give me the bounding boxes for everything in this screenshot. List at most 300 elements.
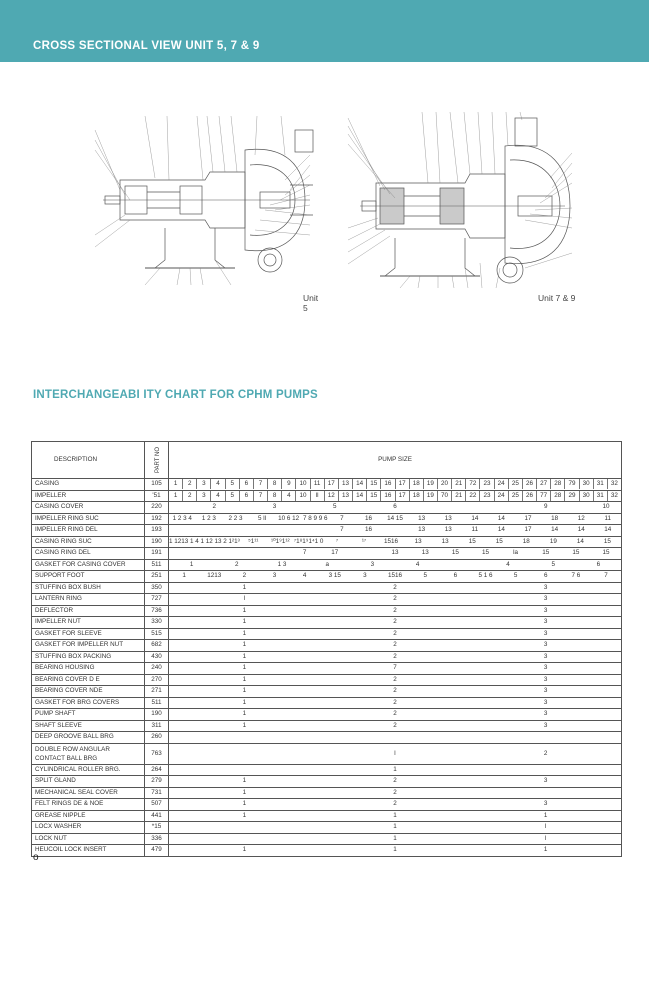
- pump-size-value: 1: [242, 687, 247, 695]
- pump-size-value: 14 15: [387, 514, 403, 522]
- interchangeability-table: [31, 441, 622, 857]
- header-part-no: [145, 442, 169, 479]
- pump-size-value: [169, 822, 320, 832]
- row-part-no: 220: [145, 502, 169, 514]
- pump-size-value: 31: [593, 491, 607, 501]
- pump-size-value: 2: [393, 800, 397, 808]
- pump-size-value: 31: [593, 479, 607, 489]
- table-row: [32, 799, 622, 811]
- pump-size-value: 1 1213 1 4 1 12 13 2 1²1³: [169, 537, 240, 545]
- row-pump-size-values: [169, 822, 622, 834]
- pump-size-value: 2: [242, 572, 247, 580]
- pump-size-value: 2: [393, 652, 397, 660]
- pump-size-value: 23: [479, 491, 493, 501]
- pump-size-value: 2: [393, 675, 397, 683]
- pump-size-value: 1: [242, 629, 247, 637]
- pump-size-value: 17: [331, 549, 339, 557]
- row-part-no: 190: [145, 536, 169, 548]
- table-row: [32, 732, 622, 744]
- pump-size-value: 1: [242, 710, 247, 718]
- row-description: CASING: [32, 479, 145, 491]
- pump-size-value: 19: [423, 491, 437, 501]
- pump-size-value: 1 2 3 4: [172, 514, 192, 522]
- table-row: [32, 709, 622, 721]
- pump-size-value: ⁷1⁸1⁹1⁴1 0: [293, 537, 324, 545]
- row-pump-size-values: [169, 617, 622, 629]
- pump-size-value: 3: [543, 800, 548, 808]
- header-banner: [0, 0, 649, 62]
- pump-size-value: 7 6: [571, 572, 581, 580]
- pump-size-value: 3 15: [328, 572, 341, 580]
- row-pump-size-values: [169, 709, 622, 721]
- pump-size-value: [259, 548, 289, 558]
- row-part-no: 350: [145, 582, 169, 594]
- table-row: [32, 686, 622, 698]
- row-description: CASING RING SUC: [32, 536, 145, 548]
- row-pump-size-values: [169, 810, 622, 822]
- pump-size-value: [501, 502, 531, 512]
- table-row: [32, 743, 622, 764]
- pump-size-value: 1: [393, 834, 397, 842]
- pump-size-value: 2: [393, 641, 397, 649]
- pump-size-value: 15: [366, 491, 380, 501]
- pump-size-value: 11: [604, 514, 612, 522]
- pump-size-value: ⁵1¹¹: [248, 537, 259, 545]
- table-row: [32, 559, 622, 571]
- pump-size-value: 28: [550, 479, 564, 489]
- pump-size-value: 13: [441, 537, 449, 545]
- pump-size-value: 4: [415, 560, 420, 568]
- row-part-no: 731: [145, 787, 169, 799]
- row-pump-size-values: [169, 845, 622, 857]
- row-part-no: 330: [145, 617, 169, 629]
- row-description: BEARING HOUSING: [32, 663, 145, 675]
- pump-size-value: 18: [409, 479, 423, 489]
- pump-size-value: la: [513, 549, 519, 557]
- row-part-no: 763: [145, 743, 169, 764]
- pump-size-value: 14: [471, 514, 479, 522]
- pump-size-value: 6: [393, 503, 397, 511]
- row-description: GASKET FOR BRG COVERS: [32, 697, 145, 709]
- pump-size-value: 24: [494, 479, 508, 489]
- row-pump-size-values: [169, 628, 622, 640]
- pump-size-value: [350, 548, 380, 558]
- pump-size-value: 14: [577, 526, 585, 534]
- row-part-no: 264: [145, 764, 169, 776]
- pump-size-value: 24: [494, 491, 508, 501]
- header-description: DESCRIPTION: [32, 442, 145, 479]
- pump-size-value: [275, 525, 302, 535]
- pump-size-value: a: [325, 560, 329, 568]
- pump-size-value: 1: [242, 800, 247, 808]
- row-part-no: 190: [145, 709, 169, 721]
- pump-size-value: 6: [453, 572, 458, 580]
- pump-size-value: 22: [465, 491, 479, 501]
- row-description: PUMP SHAFT: [32, 709, 145, 721]
- unit5-cross-section-drawing: [85, 110, 325, 313]
- pump-size-value: [470, 765, 621, 775]
- table-row: [32, 651, 622, 663]
- row-pump-size-values: [169, 732, 622, 744]
- table-row: [32, 764, 622, 776]
- pump-size-value: 5: [225, 479, 239, 489]
- pump-size-value: 2: [393, 721, 397, 729]
- pump-size-value: l: [243, 595, 246, 603]
- table-row: [32, 833, 622, 845]
- row-part-no: 479: [145, 845, 169, 857]
- pump-size-value: 5 1 6: [478, 572, 493, 580]
- pump-size-value: 72: [465, 479, 479, 489]
- pump-size-value: 17: [324, 479, 338, 489]
- pump-size-value: 21: [451, 479, 465, 489]
- row-part-no: 240: [145, 663, 169, 675]
- row-part-no: 311: [145, 720, 169, 732]
- row-pump-size-values: [169, 490, 622, 502]
- pump-size-value: 20: [437, 479, 451, 489]
- pump-size-value: 27: [536, 479, 550, 489]
- pump-size-value: 1 3: [277, 560, 287, 568]
- pump-size-value: [229, 548, 259, 558]
- pump-size-value: 1: [173, 491, 178, 499]
- pump-size-value: 3: [543, 710, 548, 718]
- footer-mark: o: [33, 852, 39, 863]
- pump-size-value: [169, 834, 320, 844]
- pump-size-value: 3: [543, 629, 548, 637]
- row-description: BEARING COVER NDE: [32, 686, 145, 698]
- row-part-no: 430: [145, 651, 169, 663]
- pump-size-value: 26: [522, 491, 536, 501]
- row-description-line1: DOUBLE ROW ANGULAR: [35, 745, 110, 753]
- pump-size-value: 6: [544, 572, 548, 580]
- table-row: [32, 479, 622, 491]
- row-pump-size-values: [169, 697, 622, 709]
- pump-size-value: 1: [242, 583, 247, 591]
- pump-size-value: l: [544, 823, 547, 831]
- row-pump-size-values: [169, 833, 622, 845]
- pump-size-value: 3: [543, 583, 548, 591]
- row-part-no: 192: [145, 513, 169, 525]
- pump-size-value: [470, 502, 500, 512]
- pump-size-value: 29: [564, 491, 578, 501]
- row-part-no: 271: [145, 686, 169, 698]
- row-part-no: 727: [145, 594, 169, 606]
- pump-size-value: 17: [395, 479, 409, 489]
- pump-size-value: [169, 765, 320, 775]
- row-pump-size-values: [169, 743, 622, 764]
- table-row: [32, 617, 622, 629]
- row-description: LOCX WASHER: [32, 822, 145, 834]
- pump-size-value: 10: [295, 479, 309, 489]
- pump-size-value: 30: [579, 479, 593, 489]
- pump-size-value: 7: [253, 479, 267, 489]
- row-description: DEFLECTOR: [32, 605, 145, 617]
- pump-size-value: ll: [310, 491, 324, 501]
- table-row: [32, 720, 622, 732]
- row-part-no: 193: [145, 525, 169, 537]
- row-pump-size-values: [169, 594, 622, 606]
- pump-size-value: 2: [182, 491, 196, 501]
- pump-size-value: 1 2 3: [201, 514, 216, 522]
- row-part-no: 736: [145, 605, 169, 617]
- row-pump-size-values: [169, 720, 622, 732]
- row-part-no: *15: [145, 822, 169, 834]
- pump-size-value: [222, 525, 249, 535]
- pump-size-value: 6: [239, 491, 253, 501]
- pump-size-value: 2: [393, 698, 397, 706]
- pump-size-value: 19: [423, 479, 437, 489]
- pump-size-value: 8: [267, 491, 281, 501]
- pump-size-value: 2: [393, 710, 397, 718]
- table-row: [32, 697, 622, 709]
- pump-size-value: [199, 548, 229, 558]
- pump-size-value: 16: [364, 526, 372, 534]
- pump-size-value: ¹⁷: [361, 537, 367, 545]
- banner-title: CROSS SECTIONAL VIEW UNIT 5, 7 & 9: [33, 40, 260, 52]
- pump-size-value: 5 ll: [258, 514, 267, 522]
- pump-size-value: 3: [543, 777, 548, 785]
- pump-size-value: 13: [418, 526, 426, 534]
- pump-size-value: 2: [393, 583, 397, 591]
- pump-size-value: 3: [370, 560, 375, 568]
- pump-size-value: 25: [508, 479, 522, 489]
- pump-size-value: 14: [551, 526, 559, 534]
- pump-size-value: 1: [393, 823, 397, 831]
- pump-size-value: 2: [393, 618, 397, 626]
- pump-size-value: 3: [543, 618, 548, 626]
- pump-size-value: 17: [524, 526, 532, 534]
- pump-size-value: 15: [542, 549, 550, 557]
- row-part-no: 191: [145, 548, 169, 560]
- row-part-no: 336: [145, 833, 169, 845]
- table-row: [32, 571, 622, 583]
- pump-size-value: 2: [212, 503, 216, 511]
- table-row: [32, 845, 622, 857]
- row-description: FELT RINGS DE & NOE: [32, 799, 145, 811]
- pump-size-value: 2: [182, 479, 196, 489]
- pump-size-value: 3: [543, 641, 548, 649]
- row-description: GREASE NIPPLE: [32, 810, 145, 822]
- table-row: [32, 502, 622, 514]
- table-row: [32, 787, 622, 799]
- row-pump-size-values: [169, 502, 622, 514]
- table-header-row: [32, 442, 622, 479]
- pump-size-value: [169, 502, 199, 512]
- table-row: [32, 822, 622, 834]
- pump-size-value: 1: [393, 811, 397, 819]
- pump-size-value: [196, 525, 223, 535]
- pump-size-value: [229, 502, 259, 512]
- pump-size-value: [382, 525, 409, 535]
- pump-size-value: 1: [242, 721, 247, 729]
- pump-size-value: 4: [281, 491, 295, 501]
- row-pump-size-values: [169, 776, 622, 788]
- table-row: [32, 663, 622, 675]
- pump-size-value: 1: [242, 652, 247, 660]
- pump-size-value: [440, 502, 470, 512]
- row-pump-size-values: [169, 799, 622, 811]
- pump-size-value: 1: [242, 606, 247, 614]
- pump-size-value: 11: [471, 526, 479, 534]
- row-pump-size-values: [169, 764, 622, 776]
- row-pump-size-values: [169, 571, 622, 583]
- pump-size-value: 2: [393, 687, 397, 695]
- pump-size-value: 3: [272, 503, 277, 511]
- pump-size-value: 25: [508, 491, 522, 501]
- pump-size-value: 18: [551, 514, 559, 522]
- header-pump-size: PUMP SIZE: [169, 442, 622, 479]
- pump-size-value: 3: [543, 687, 548, 695]
- pump-size-value: 14: [576, 537, 584, 545]
- pump-size-value: 7: [302, 549, 307, 557]
- pump-size-value: 13: [338, 491, 352, 501]
- row-pump-size-values: [169, 640, 622, 652]
- pump-size-value: [290, 502, 320, 512]
- row-description: HEUCOIL LOCK INSERT: [32, 845, 145, 857]
- pump-size-value: [169, 525, 196, 535]
- pump-size-value: 17: [395, 491, 409, 501]
- unit79-caption: Unit 7 & 9: [538, 293, 576, 303]
- table-row: [32, 674, 622, 686]
- row-part-no: '51: [145, 490, 169, 502]
- pump-size-value: 28: [550, 491, 564, 501]
- pump-size-value: 7: [340, 514, 344, 522]
- pump-size-value: 23: [479, 479, 493, 489]
- row-part-no: 251: [145, 571, 169, 583]
- row-part-no: 441: [145, 810, 169, 822]
- pump-size-value: 14: [352, 491, 366, 501]
- pump-size-value: 1: [543, 846, 548, 854]
- pump-size-value: 1: [242, 675, 247, 683]
- pump-size-value: 14: [604, 526, 612, 534]
- pump-size-value: 5: [513, 572, 518, 580]
- pump-size-value: 16: [380, 491, 394, 501]
- pump-size-value: 3: [543, 721, 548, 729]
- row-pump-size-values: [169, 787, 622, 799]
- pump-size-value: 10: [295, 491, 309, 501]
- row-description: IMPELLER: [32, 490, 145, 502]
- row-description: STUFFING BOX BUSH: [32, 582, 145, 594]
- row-pump-size-values: [169, 548, 622, 560]
- pump-size-value: l: [544, 834, 547, 842]
- pump-size-value: 13: [391, 549, 399, 557]
- row-description: [32, 743, 145, 764]
- pump-size-value: 5: [423, 572, 427, 580]
- pump-size-value: 4: [506, 560, 510, 568]
- pump-size-value: 9: [544, 503, 548, 511]
- row-part-no: 279: [145, 776, 169, 788]
- row-part-no: 260: [145, 732, 169, 744]
- row-pump-size-values: [169, 686, 622, 698]
- table-row: [32, 628, 622, 640]
- row-description: SPLIT GLAND: [32, 776, 145, 788]
- pump-size-value: 2: [393, 606, 397, 614]
- row-part-no: 682: [145, 640, 169, 652]
- row-description-line2: CONTACT BALL BRG: [35, 754, 98, 762]
- pump-size-value: 16: [380, 479, 394, 489]
- table-row: [32, 513, 622, 525]
- table-row: [32, 605, 622, 617]
- pump-size-value: 4: [302, 572, 307, 580]
- pump-size-value: 1: [242, 664, 247, 672]
- pump-size-value: 2: [393, 788, 397, 796]
- pump-size-value: 1: [242, 788, 247, 796]
- pump-size-value: 6: [239, 479, 253, 489]
- pump-size-value: 1: [242, 698, 247, 706]
- row-description: BEARING COVER D E: [32, 674, 145, 686]
- pump-size-value: 14: [497, 526, 505, 534]
- pump-size-value: 14: [497, 514, 505, 522]
- pump-size-value: 15: [481, 549, 489, 557]
- pump-size-value: 2 2 3: [228, 514, 243, 522]
- pump-size-value: 26: [522, 479, 536, 489]
- pump-size-value: 1: [543, 811, 548, 819]
- pump-size-value: 2: [393, 777, 397, 785]
- pump-size-value: 7: [340, 526, 344, 534]
- row-pump-size-values: [169, 674, 622, 686]
- pump-size-value: 15: [451, 549, 459, 557]
- row-pump-size-values: [169, 536, 622, 548]
- pump-size-value: [350, 502, 380, 512]
- row-part-no: 515: [145, 628, 169, 640]
- pump-size-value: 12: [577, 514, 585, 522]
- pump-size-value: 1: [242, 641, 247, 649]
- pump-size-value: 3: [543, 675, 548, 683]
- pump-size-value: 11: [310, 479, 324, 489]
- table-row: [32, 640, 622, 652]
- pump-size-value: ⁷: [335, 537, 339, 545]
- pump-size-value: [410, 502, 440, 512]
- row-pump-size-values: [169, 663, 622, 675]
- pump-size-value: 3: [363, 572, 367, 580]
- pump-size-value: 14: [352, 479, 366, 489]
- pump-size-value: 30: [579, 491, 593, 501]
- unit5-caption: Unit 5: [303, 293, 319, 313]
- pump-size-value: 1: [242, 618, 247, 626]
- pump-size-value: 4: [210, 491, 224, 501]
- row-part-no: 511: [145, 697, 169, 709]
- row-description: SUPPORT FOOT: [32, 571, 145, 583]
- pump-size-value: 21: [451, 491, 465, 501]
- pump-size-value: 13: [421, 549, 429, 557]
- row-description: CASING RING DEL: [32, 548, 145, 560]
- pump-size-value: 32: [607, 479, 621, 489]
- table-row: [32, 490, 622, 502]
- row-pump-size-values: [169, 605, 622, 617]
- pump-size-value: 13: [444, 514, 452, 522]
- pump-size-value: l: [394, 749, 396, 757]
- table-row: [32, 594, 622, 606]
- row-description: CASING COVER: [32, 502, 145, 514]
- table-row: [32, 582, 622, 594]
- pump-size-value: 3: [196, 491, 210, 501]
- pump-size-value: 3: [543, 698, 548, 706]
- pump-size-value: [169, 548, 199, 558]
- row-pump-size-values: [169, 525, 622, 537]
- row-description: STUFFING BOX PACKING: [32, 651, 145, 663]
- row-description: LANTERN RING: [32, 594, 145, 606]
- pump-size-value: 6: [596, 560, 601, 568]
- pump-size-value: 8: [267, 479, 281, 489]
- table-row: [32, 776, 622, 788]
- pump-size-value: 7: [604, 572, 608, 580]
- chart-title: INTERCHANGEABI ITY CHART FOR CPHM PUMPS: [33, 389, 318, 401]
- pump-size-value: 2: [235, 560, 239, 568]
- row-description: SHAFT SLEEVE: [32, 720, 145, 732]
- pump-size-value: 1: [242, 846, 247, 854]
- row-description: DEEP GROOVE BALL BRG: [32, 732, 145, 744]
- row-description: LOCK NUT: [32, 833, 145, 845]
- pump-size-value: 3: [196, 479, 210, 489]
